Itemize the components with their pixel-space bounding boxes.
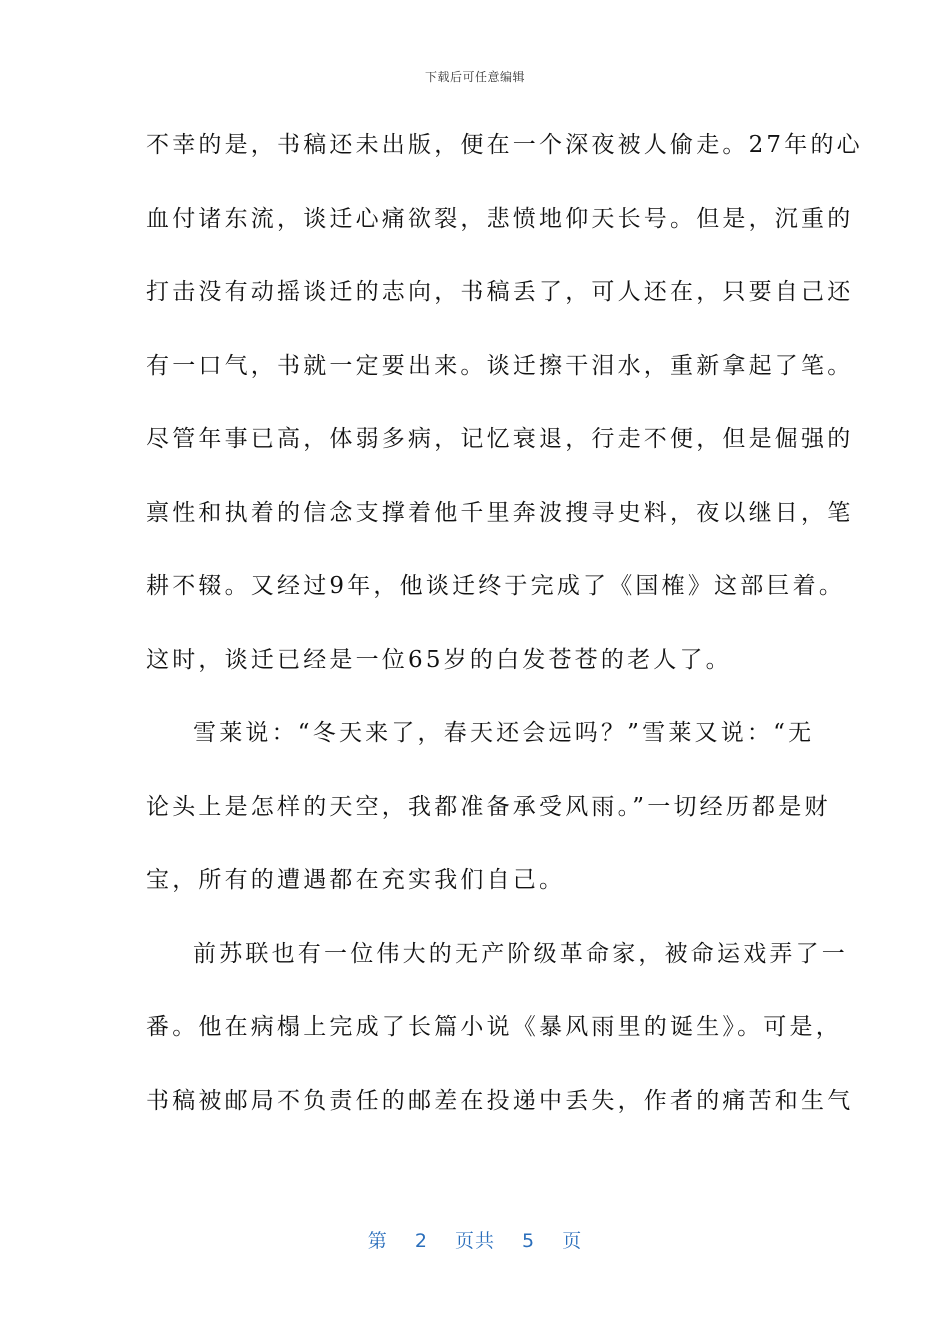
text-line: 尽管年事已高，体弱多病，记忆衰退，行走不便，但是倔强的 — [146, 426, 854, 452]
page-header: 下载后可任意编辑 — [424, 70, 525, 84]
text-line: 耕不辍。又经过9年，他谈迁终于完成了《国榷》这部巨着。 — [146, 573, 846, 599]
text-line-paragraph-start: 前苏联也有一位伟大的无产阶级革命家，被命运戏弄了一 — [193, 940, 848, 967]
text-line-paragraph-start: 雪莱说：“冬天来了，春天还会远吗？”雪莱又说：“无 — [193, 720, 815, 746]
current-page-number: 2 — [414, 1230, 428, 1252]
text-line: 血付诸东流，谈迁心痛欲裂，悲愤地仰天长号。但是，沉重的 — [146, 205, 854, 232]
text-line: 论头上是怎样的天空，我都准备承受风雨。”一切经历都是财 — [146, 793, 831, 820]
text-line: 宝，所有的遭遇都在充实我们自己。 — [146, 867, 566, 893]
text-line: 这时，谈迁已经是一位65岁的白发苍苍的老人了。 — [146, 646, 732, 673]
document-body — [146, 120, 863, 1149]
page-label-middle: 页共 — [454, 1230, 495, 1252]
text-line: 番。他在病榻上完成了长篇小说《暴风雨里的诞生》。可是， — [146, 1014, 842, 1040]
text-line: 打击没有动摇谈迁的志向，书稿丢了，可人还在，只要自己还 — [146, 279, 854, 305]
text-line: 有一口气，书就一定要出来。谈迁擦干泪水，重新拿起了笔。 — [146, 352, 854, 379]
text-line: 不幸的是，书稿还未出版，便在一个深夜被人偷走。27年的心 — [146, 132, 863, 158]
text-line: 书稿被邮局不负责任的邮差在投递中丢失，作者的痛苦和生气 — [146, 1087, 854, 1114]
page-label-prefix: 第 — [367, 1230, 388, 1252]
page-footer — [0, 1226, 950, 1253]
page-label-suffix: 页 — [562, 1230, 583, 1252]
total-page-count: 5 — [522, 1230, 536, 1252]
text-line: 禀性和执着的信念支撑着他千里奔波搜寻史料，夜以继日，笔 — [146, 499, 854, 526]
